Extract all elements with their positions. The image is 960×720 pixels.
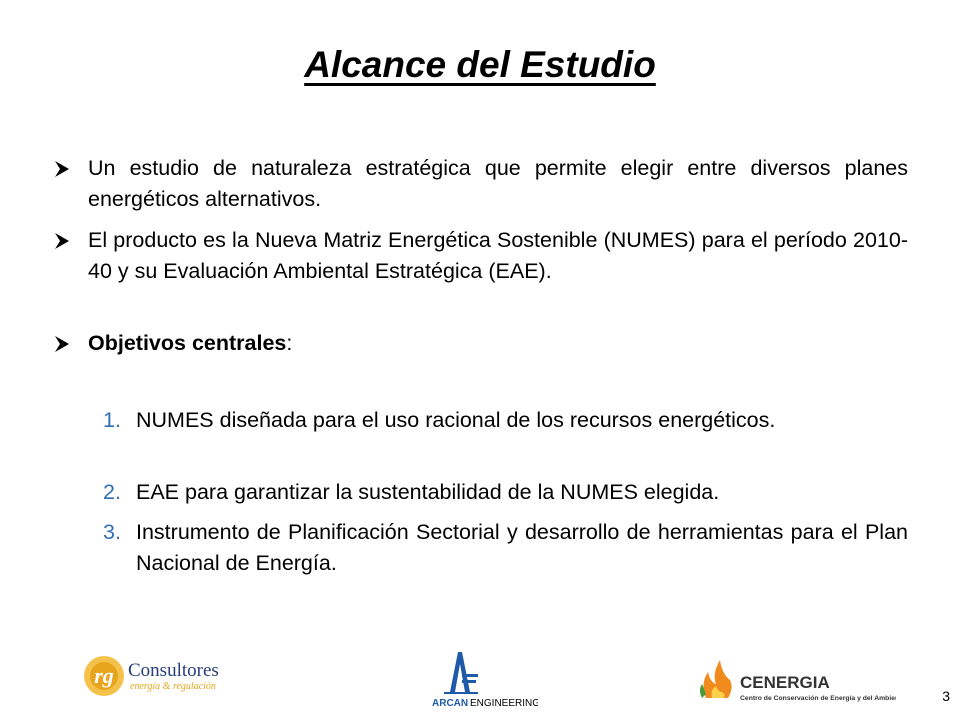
objective-number: 2.	[103, 480, 121, 504]
arcan-name-rest: ENGINEERING	[470, 698, 538, 708]
objectives-colon: :	[286, 331, 293, 355]
objective-text: EAE para garantizar la sustentabilidad de la NUMES elegida.	[136, 480, 720, 504]
objective-item-2	[103, 477, 908, 508]
objective-item-1	[103, 405, 908, 436]
slide-title: Alcance del Estudio	[304, 44, 656, 85]
objectives-label: Objetivos centrales	[88, 331, 287, 355]
page-number: 3	[942, 688, 950, 704]
objective-text: Instrumento de Planificación Sectorial y desarrollo de herramientas para el Plan Nacional de Energía.	[136, 520, 908, 575]
arrow-bullet-icon	[52, 159, 72, 179]
cenergia-tagline: Centro de Conservación de Energía y del Ambiente	[740, 695, 896, 702]
cenergia-logo	[696, 654, 896, 704]
cenergia-logo-mark-icon	[696, 654, 896, 704]
rg-logo-mark-icon	[82, 652, 242, 700]
arrow-bullet-icon	[52, 334, 72, 354]
bullet-1-text: Un estudio de naturaleza estratégica que permite elegir entre diversos planes energéticos alternativos.	[88, 156, 908, 211]
objective-number: 3.	[103, 520, 121, 544]
bullet-2-text: El producto es la Nueva Matriz Energética Sostenible (NUMES) para el período 2010-40 y su Evaluación Ambiental Estratégica (EAE).	[88, 228, 908, 283]
arrow-bullet-icon	[52, 231, 72, 251]
bullet-2	[52, 225, 908, 287]
cenergia-name: CENERGIA	[740, 673, 830, 692]
objective-item-3	[103, 517, 908, 579]
rg-consultores-logo	[82, 652, 242, 700]
arcan-name-bold: ARCAN	[432, 698, 469, 708]
rg-tagline: energía & regulación	[130, 681, 216, 692]
bullet-1	[52, 153, 908, 215]
rg-mark-text: rg	[94, 663, 114, 688]
objective-number: 1.	[103, 408, 121, 432]
rg-name: Consultores	[128, 660, 219, 681]
objectives-heading	[52, 328, 908, 359]
arcan-engineering-logo	[426, 648, 538, 708]
arcan-logo-mark-icon	[426, 648, 538, 708]
objective-text: NUMES diseñada para el uso racional de los recursos energéticos.	[136, 408, 776, 432]
